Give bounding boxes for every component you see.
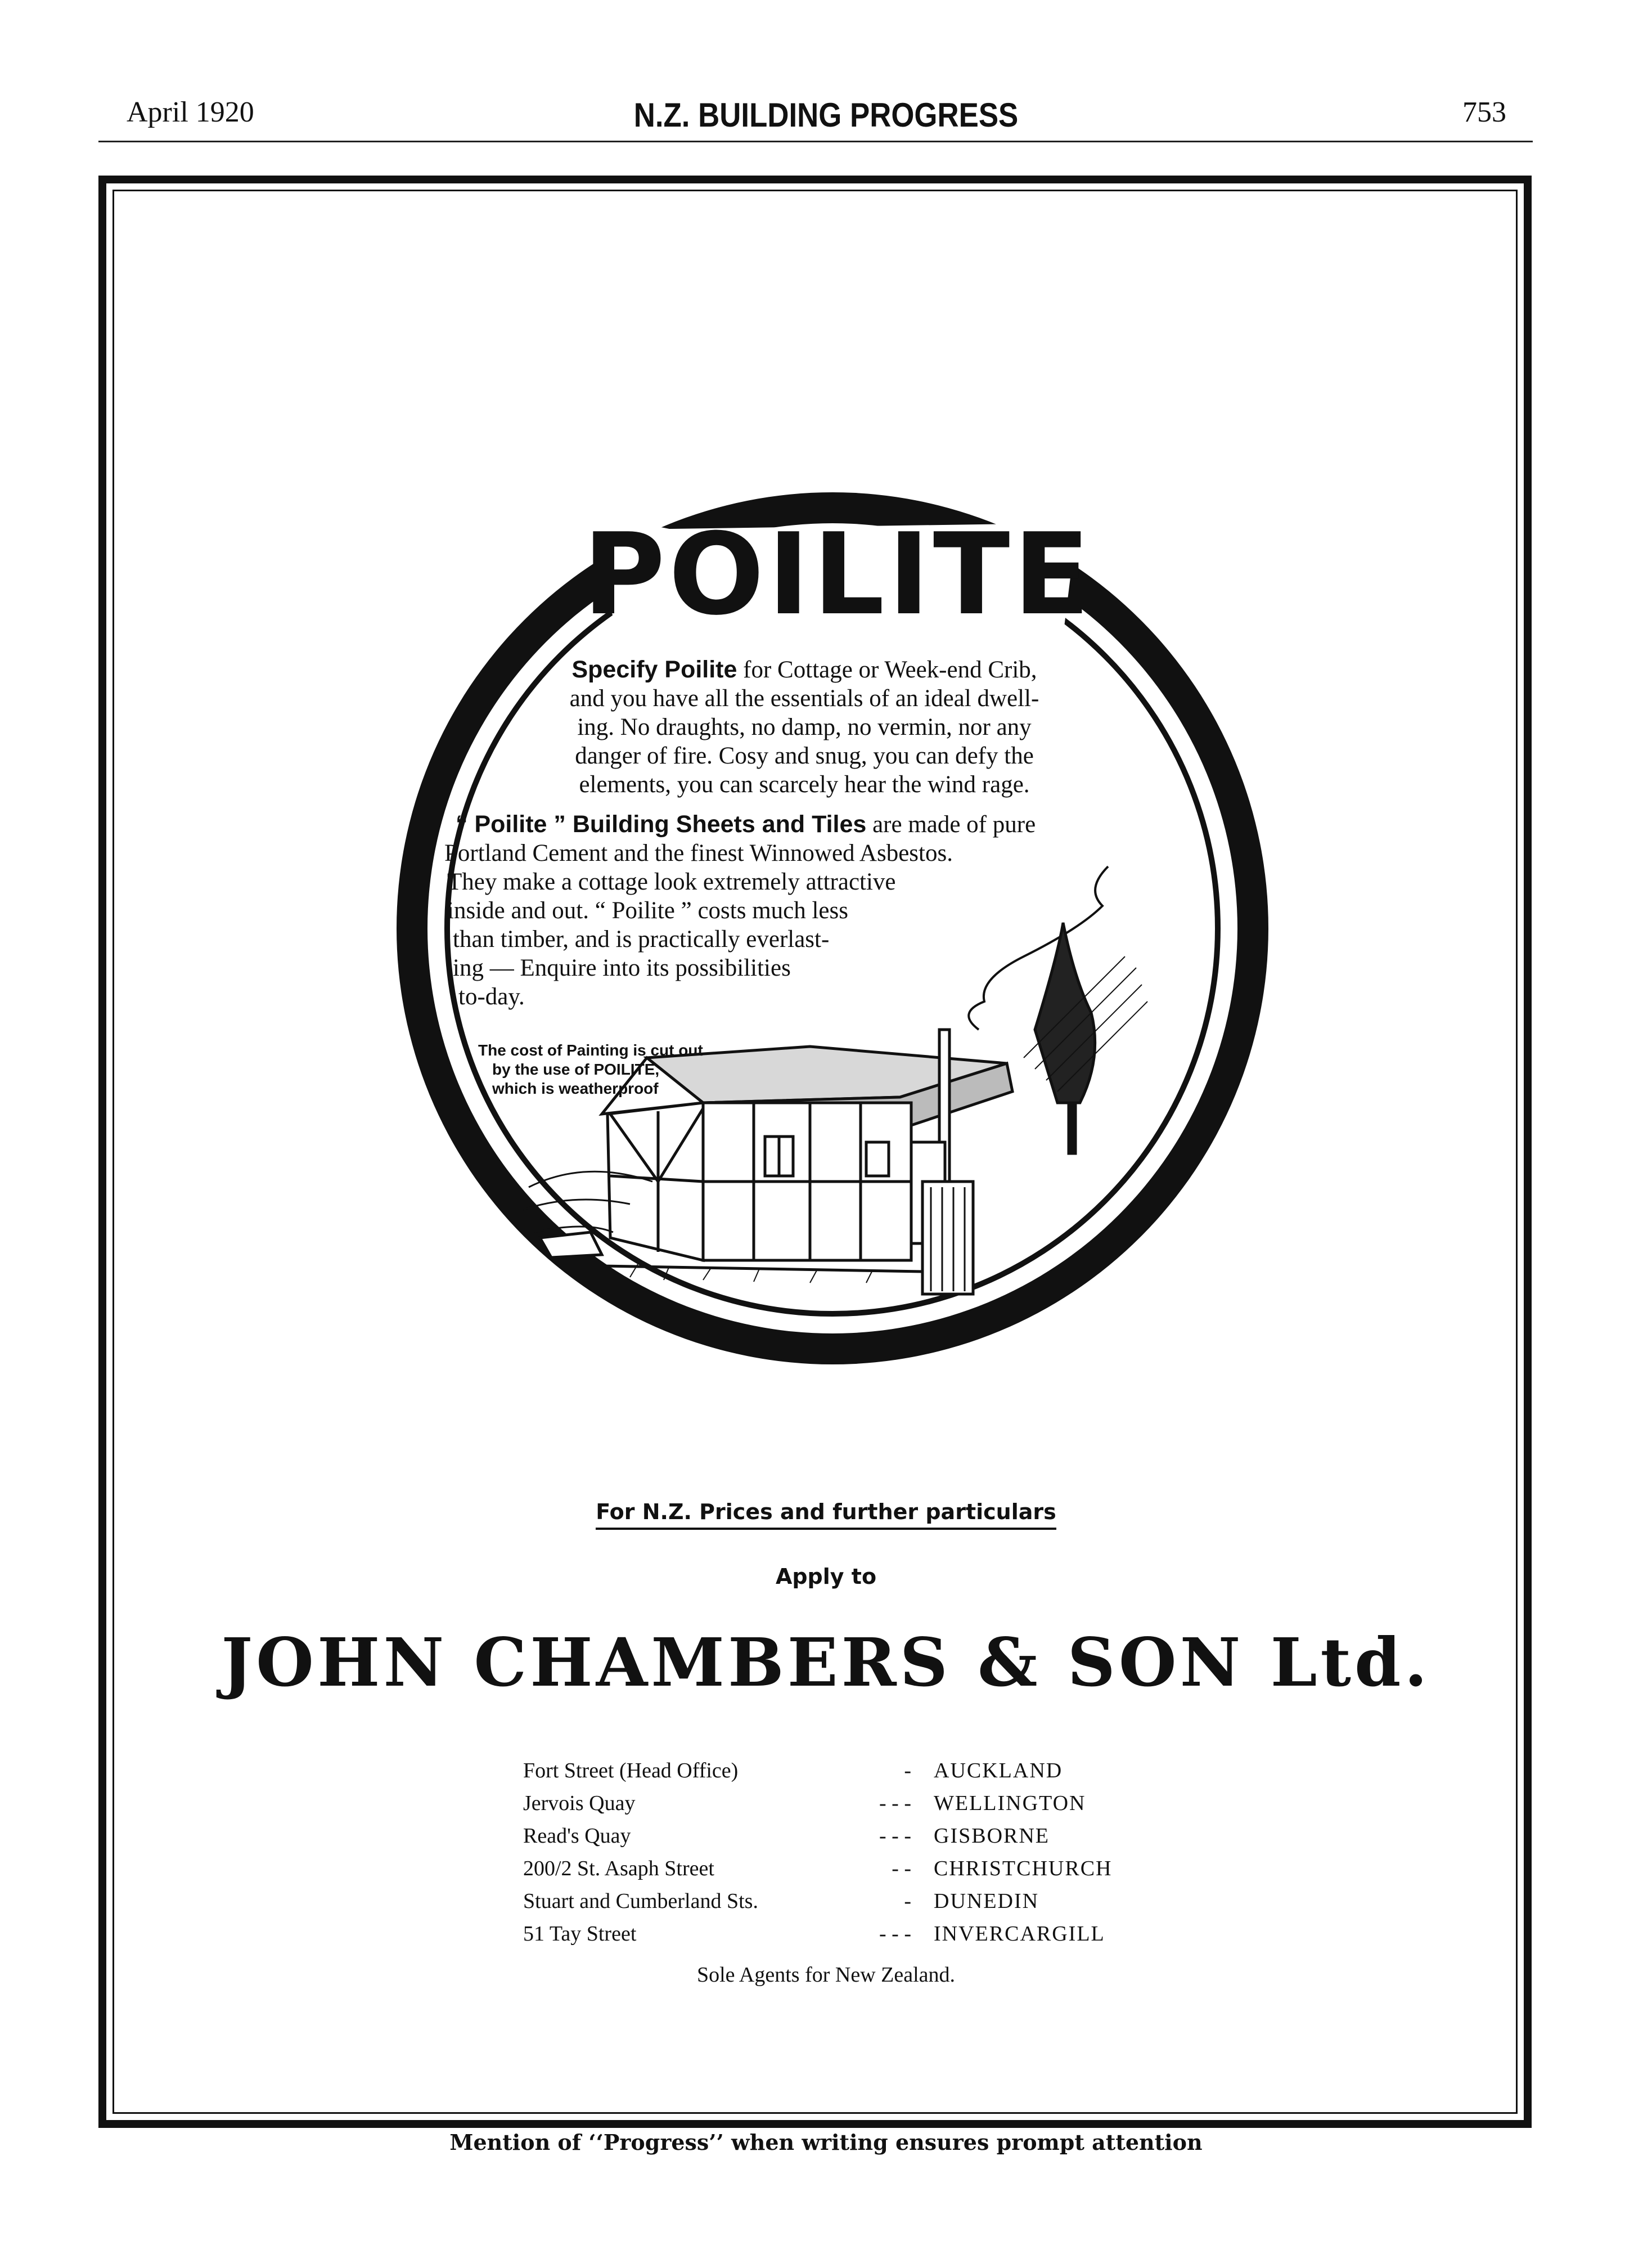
branch-city: WELLINGTON [934,1791,1086,1815]
branch-address: Read's Quay [523,1824,631,1848]
branch-address: Fort Street (Head Office) [523,1759,739,1782]
intro-line-4: danger of fire. Cosy and snug, you can defy the [575,743,1034,769]
branch-address: Stuart and Cumberland Sts. [523,1889,758,1913]
materials-line-3: They make a cottage look extremely attractive [447,869,896,895]
branch-address: Jervois Quay [523,1791,636,1815]
brand-wordmark: POILITE [585,509,1091,640]
branch-dash: - - - [879,1922,911,1946]
caption-line-3: which is weatherproof [492,1080,659,1097]
intro-line-1: for Cottage or Week-end Crib, [743,657,1037,683]
branch-row [523,1791,1226,1824]
branch-dash: - - [892,1857,911,1880]
issue-date: April 1920 [127,96,254,128]
branch-row [523,1758,1226,1791]
intro-line-3: ing. No draughts, no damp, no vermin, nor any [577,714,1032,740]
branch-city: AUCKLAND [934,1759,1063,1782]
branch-address: 51 Tay Street [523,1922,637,1946]
branch-dash: - - - [879,1791,911,1815]
intro-line-2: and you have all the essentials of an ideal dwell- [569,685,1039,712]
materials-line-2: Portland Cement and the finest Winnowed Asbestos. [444,840,953,866]
materials-lead: “ Poilite ” Building Sheets and Tiles [456,811,867,838]
company-name: JOHN CHAMBERS & SON Ltd. [221,1623,1431,1701]
branch-city: CHRISTCHURCH [934,1857,1113,1880]
intro-lead: Specify Poilite [571,656,737,683]
branch-city: GISBORNE [934,1824,1050,1848]
caption-line-2: by the use of POILITE, [492,1061,660,1078]
caption-line-1: The cost of Painting is cut out [478,1041,703,1059]
branch-row [523,1856,1226,1889]
painting-caption [478,1041,793,1098]
materials-line-7: to-day. [458,983,525,1010]
branch-dash: - [904,1759,911,1782]
prices-heading [0,1499,1652,1524]
sole-agents-note: Sole Agents for New Zealand. [696,1963,956,1987]
paragraph-intro [450,655,1159,799]
branch-address: 200/2 St. Asaph Street [523,1857,714,1880]
intro-line-5: elements, you can scarcely hear the wind rage. [579,771,1030,798]
apply-to: Apply to [775,1564,877,1589]
materials-line-6: ing — Enquire into its possibilities [453,955,791,981]
branch-row [523,1921,1226,1954]
page-footer: Mention of ‘‘Progress’’ when writing ensures prompt attention [449,2130,1203,2155]
materials-line-1: are made of pure [872,811,1036,838]
branch-dash: - [904,1889,911,1913]
page-number: 753 [1462,96,1506,128]
prices-text: For N.Z. Prices and further particulars [596,1499,1056,1530]
branch-row [523,1889,1226,1921]
header-rule [98,141,1533,142]
branch-city: INVERCARGILL [934,1922,1105,1946]
branch-row [523,1824,1226,1856]
branch-dash: - - - [879,1824,911,1848]
materials-line-4: inside and out. “ Poilite ” costs much less [447,897,848,924]
publication-title: N.Z. BUILDING PROGRESS [633,96,1019,134]
branch-list [523,1758,1226,1954]
poilite-logo [585,506,1091,653]
branch-city: DUNEDIN [934,1889,1039,1913]
materials-line-5: than timber, and is practically everlast- [453,926,830,953]
